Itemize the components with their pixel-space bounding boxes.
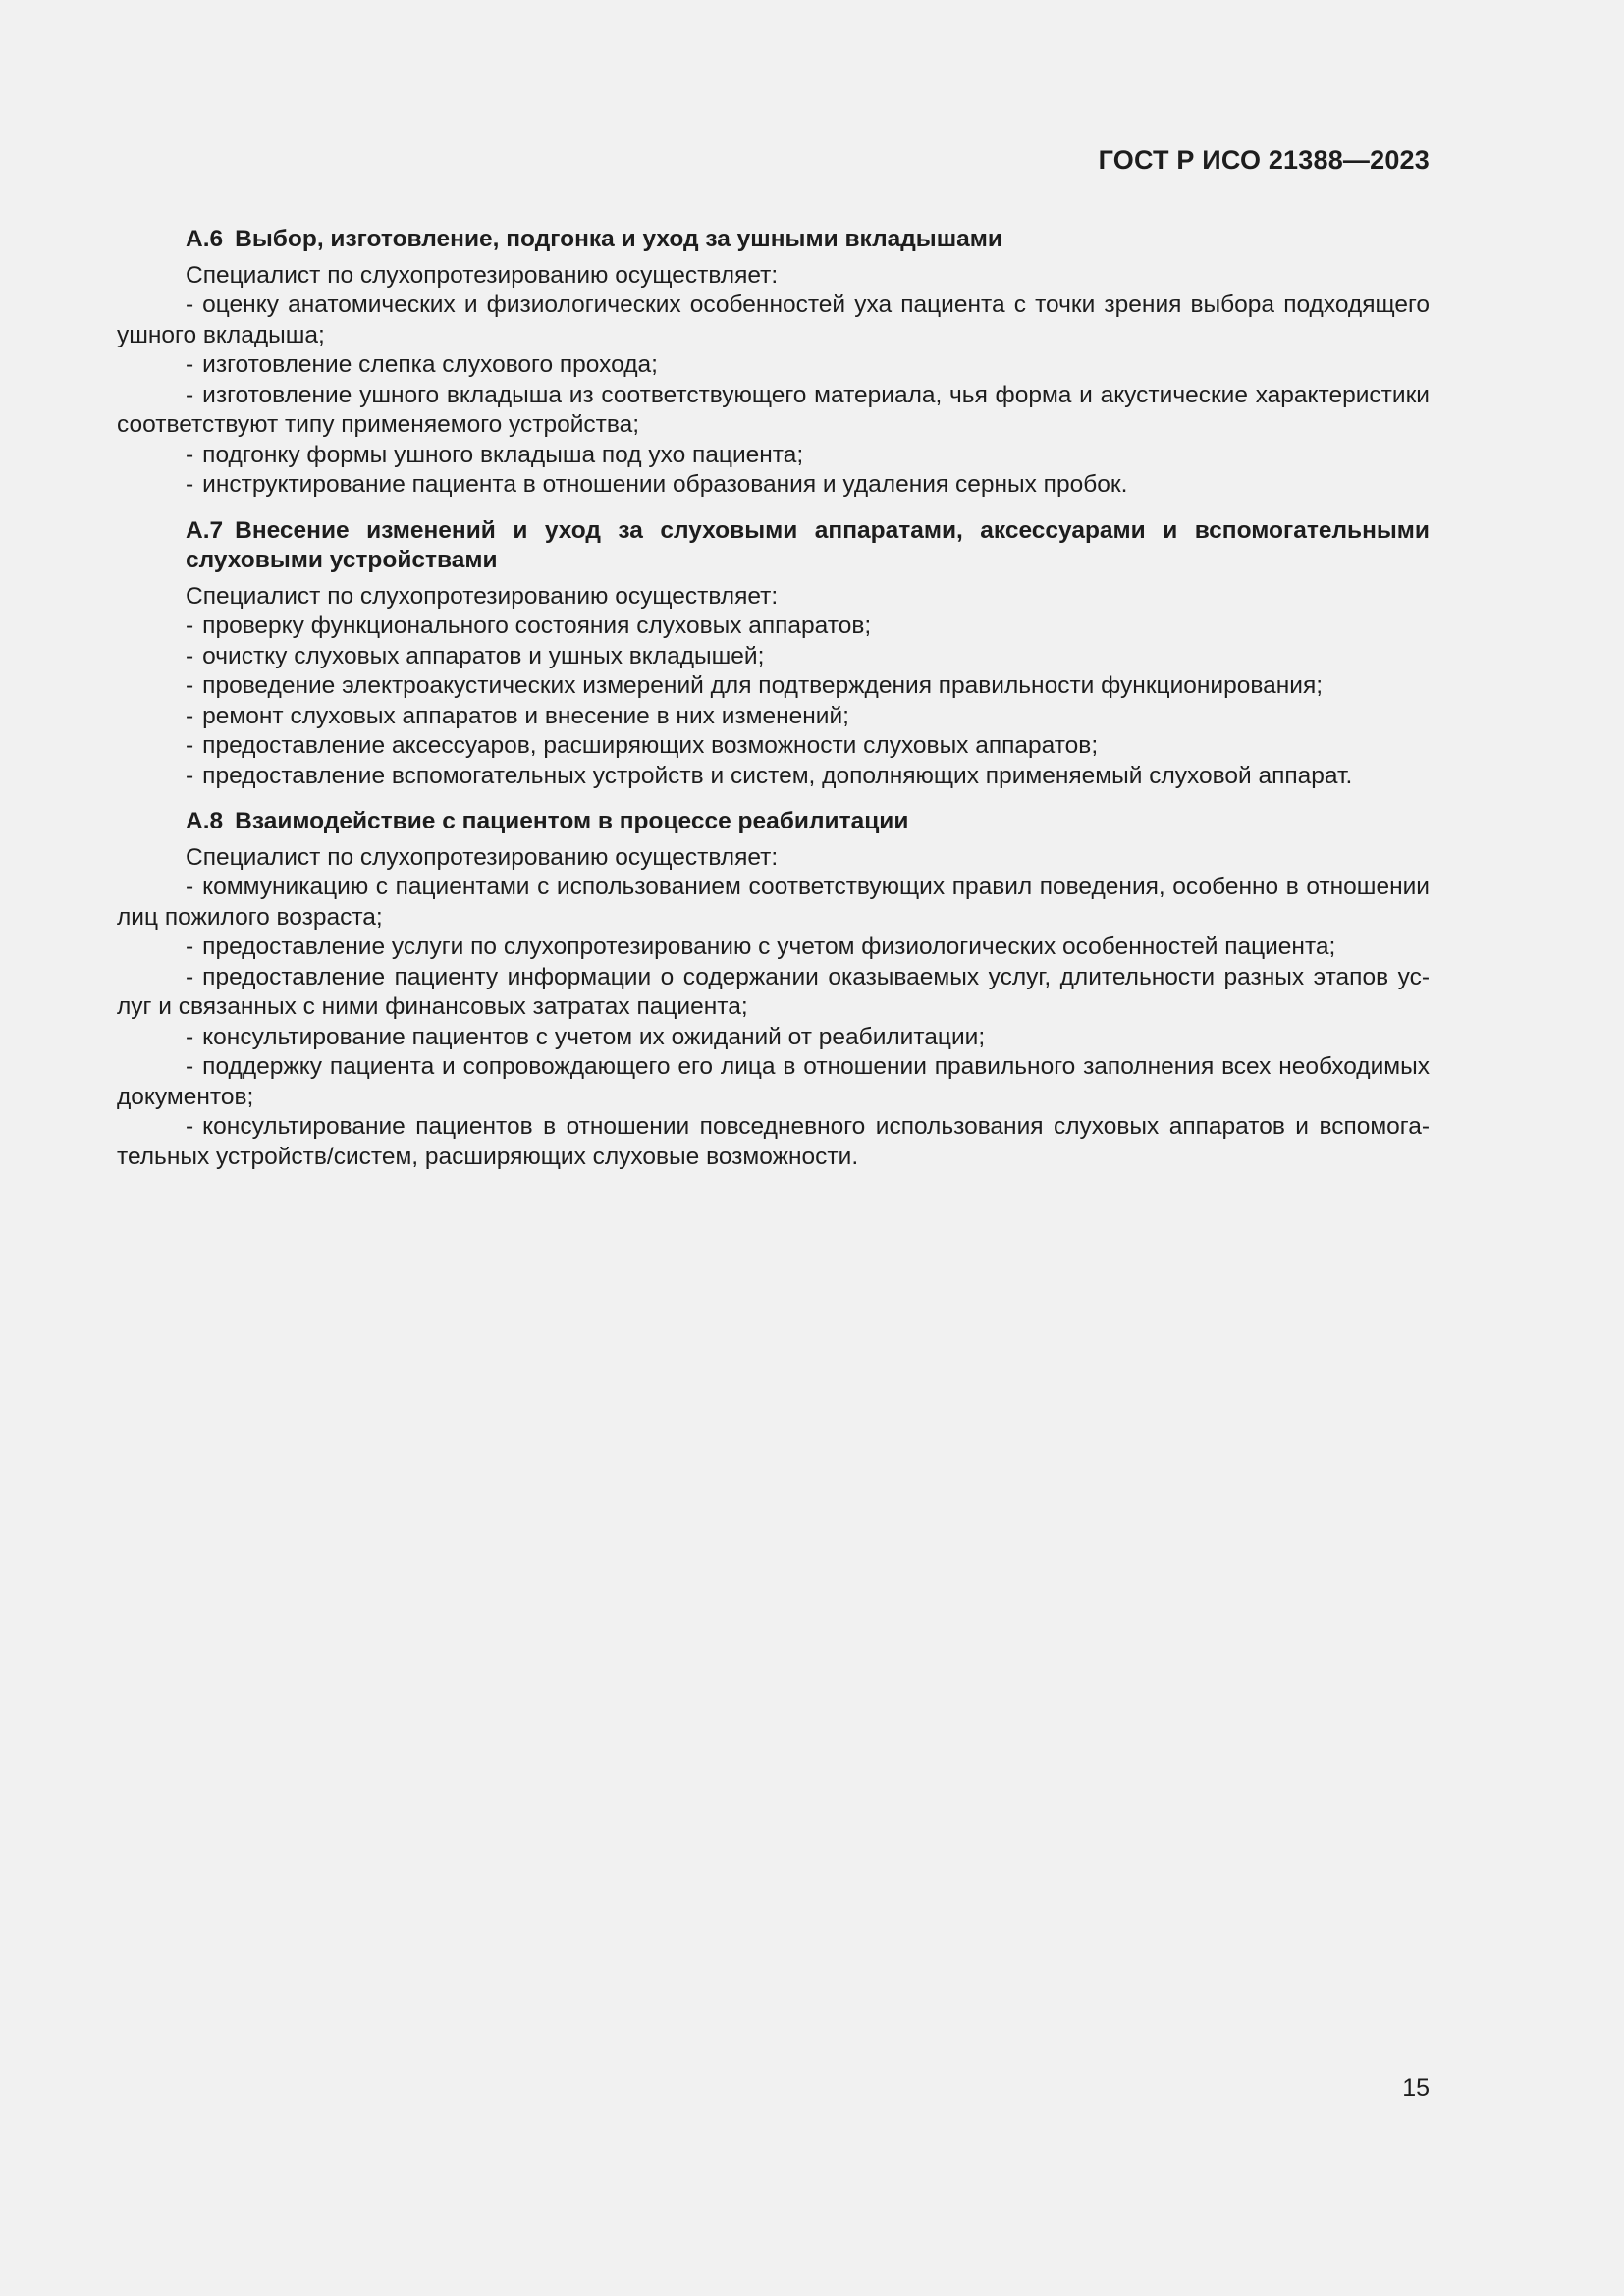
document-body <box>117 225 1430 1172</box>
list-item: - предоставление пациенту информации о содержании оказываемых услуг, длительности разных этапов услуг и связанных с ними финансовых затратах пациента; <box>117 963 1430 1020</box>
list-item: - поддержку пациента и сопровождающего его лица в отношении правильного заполнения всех необходимых документов; <box>117 1053 1430 1110</box>
list-item: - консультирование пациентов в отношении повседневного использования слуховых аппаратов и вспомогательных устройств/систем, расширяющих слуховые возможности. <box>117 1113 1430 1170</box>
requirements-list <box>117 873 1430 1172</box>
section-title: Взаимодействие с пациентом в процессе реабилитации <box>235 808 909 834</box>
section-a7 <box>117 516 1430 792</box>
list-item: - инструктирование пациента в отношении образования и удаления серных пробок. <box>186 471 1128 498</box>
section-number: А.7 <box>186 516 224 544</box>
section-heading <box>117 225 1430 255</box>
list-item: - очистку слуховых аппаратов и ушных вкладышей; <box>186 642 765 669</box>
list-item: - подгонку формы ушного вкладыша под ухо пациента; <box>186 441 804 468</box>
section-a8 <box>117 807 1430 1172</box>
section-title: Внесение изменений и уход за слуховыми аппаратами, аксессуарами и вспомогательными слуховыми устройствами <box>186 516 1430 573</box>
section-intro: Специалист по слухопротезированию осуществляет: <box>186 261 779 289</box>
list-item: - проведение электроакустических измерений для подтверждения правильности функционирования; <box>186 672 1324 699</box>
list-item: - консультирование пациентов с учетом их ожиданий от реабилитации; <box>186 1023 986 1050</box>
list-item: - коммуникацию с пациентами с использованием соответствующих правил поведения, особенно в отношении лиц пожилого возраста; <box>117 874 1430 931</box>
list-item: - предоставление услуги по слухопротезированию с учетом физиологических особенностей пациента; <box>186 934 1336 960</box>
requirements-list <box>117 291 1430 501</box>
section-title: Выбор, изготовление, подгонка и уход за ушными вкладышами <box>235 226 1002 252</box>
list-item: - предоставление вспомогательных устройств и систем, дополняющих применяемый слуховой аппарат. <box>186 762 1353 789</box>
list-item: - предоставление аксессуаров, расширяющих возможности слуховых аппаратов; <box>186 732 1099 759</box>
list-item: - оценку анатомических и физиологических особенностей уха пациента с точки зрения выбора подходящего ушного вкладыша; <box>117 292 1430 348</box>
section-a6 <box>117 225 1430 501</box>
list-item: - ремонт слуховых аппаратов и внесение в них изменений; <box>186 702 849 729</box>
list-item: - проверку функционального состояния слуховых аппаратов; <box>186 613 872 639</box>
section-heading <box>117 807 1430 837</box>
list-item: - изготовление слепка слухового прохода; <box>186 351 658 378</box>
section-intro: Специалист по слухопротезированию осуществляет: <box>186 843 779 871</box>
list-item: - изготовление ушного вкладыша из соответствующего материала, чья форма и акустические характеристики соответствуют типу применяемого устройства; <box>117 381 1430 438</box>
document-header: ГОСТ Р ИСО 21388—2023 <box>1098 145 1430 175</box>
section-intro: Специалист по слухопротезированию осуществляет: <box>186 582 779 610</box>
section-number: А.8 <box>186 808 224 834</box>
requirements-list <box>117 612 1430 791</box>
page-number: 15 <box>1402 2074 1430 2102</box>
section-number: А.6 <box>186 226 224 252</box>
section-heading <box>117 516 1430 576</box>
